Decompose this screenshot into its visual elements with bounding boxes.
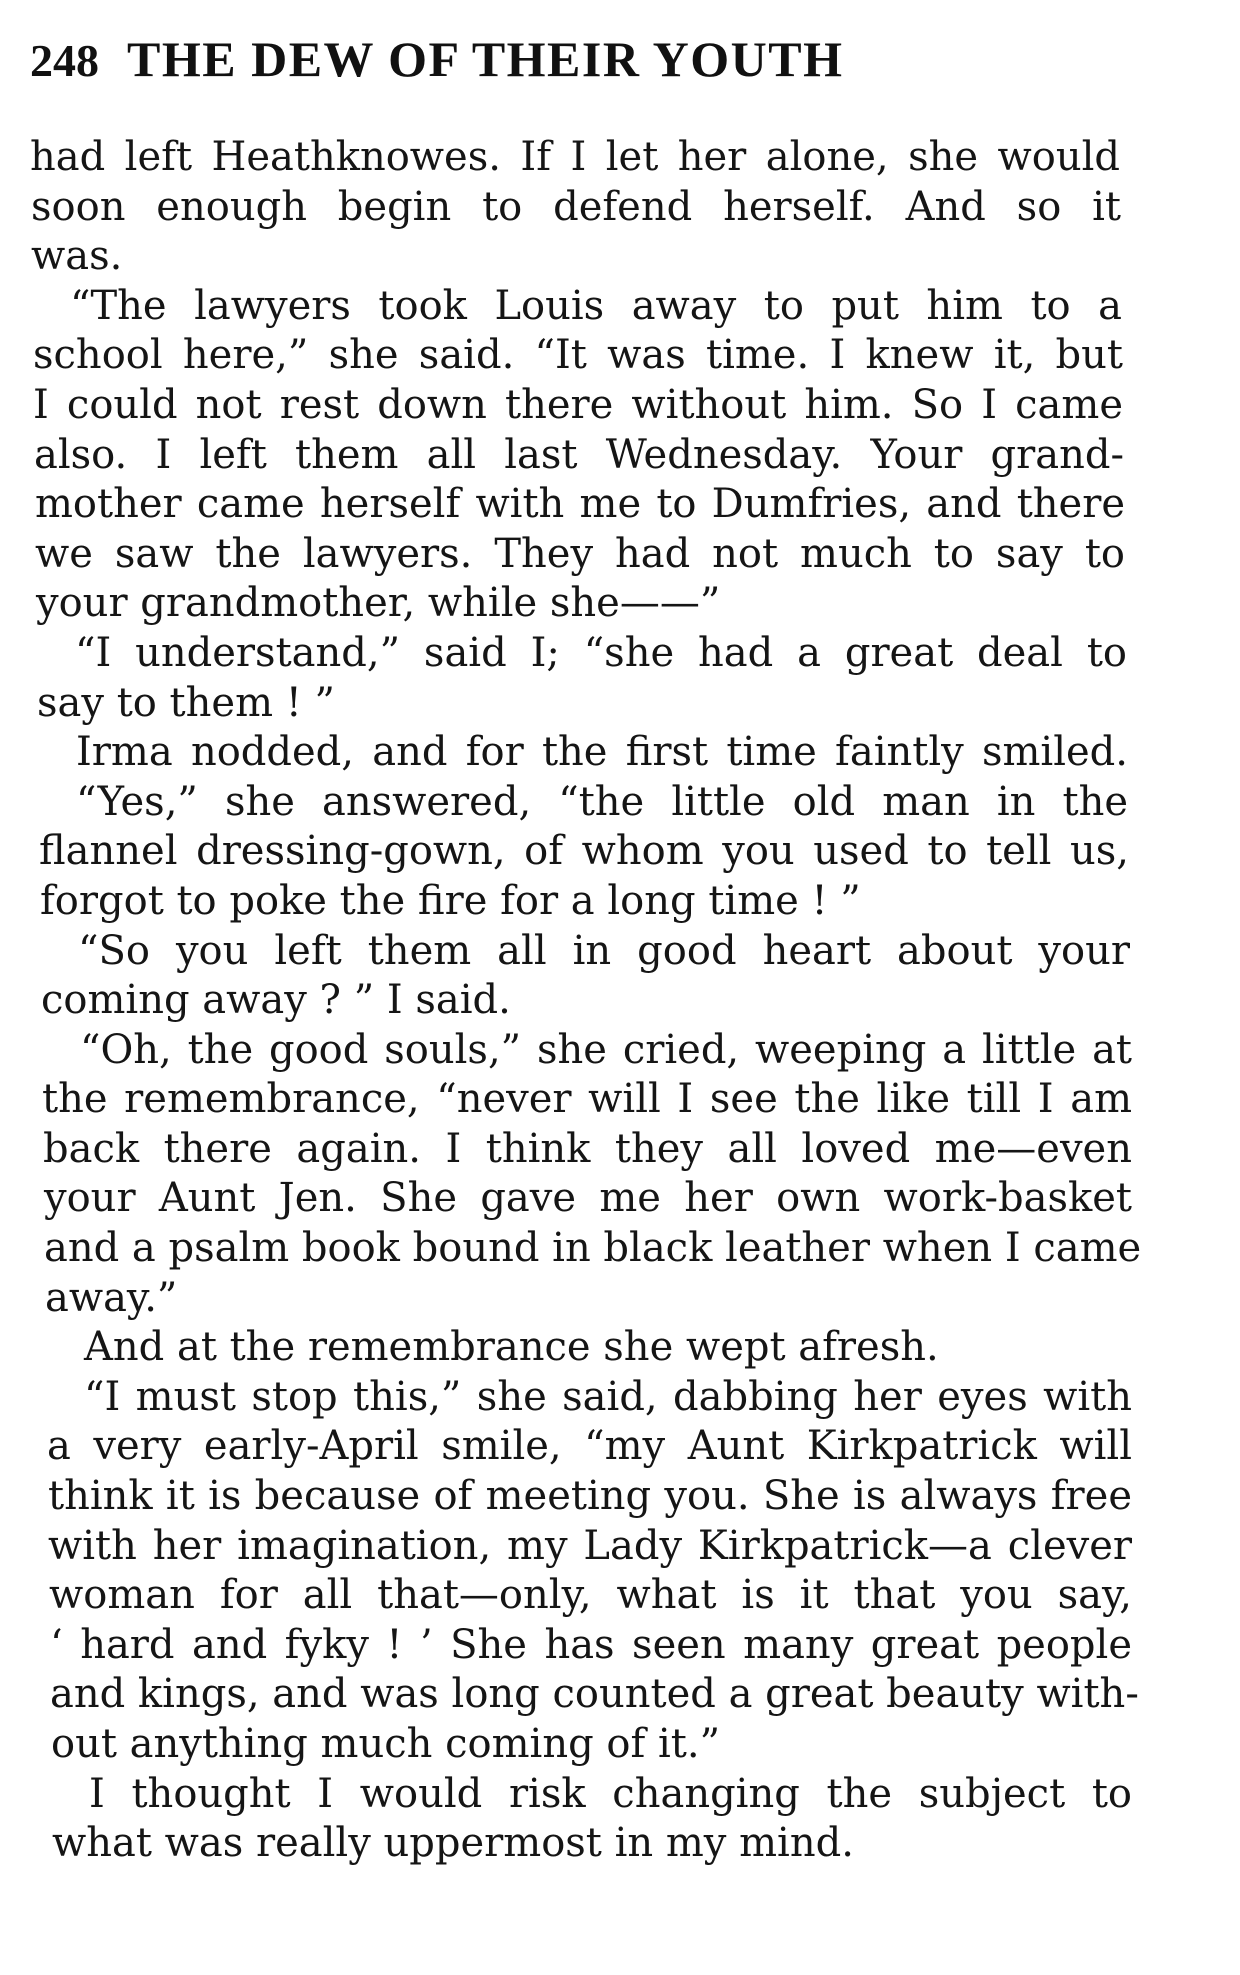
text-line: with her imagination, my Lady Kirkpatrick—a clever [48,1522,1132,1569]
body-text [30,133,1142,1869]
text-line: and kings, and was long counted a great beauty with- [50,1671,1139,1718]
text-line: “I understand,” said I; “she had a great deal to [75,629,1127,676]
text-line: your Aunt Jen. She gave me her own work-basket [44,1175,1132,1222]
text-line: “So you left them all in good heart about your [78,927,1130,974]
running-title: THE DEW OF THEIR YOUTH [127,31,844,87]
text-line: soon enough begin to defend herself. And so it [31,183,1121,230]
text-line: “Yes,” she answered, “the little old man in the [76,778,1128,825]
text-line: think it is because of meeting you. She is always free [48,1473,1132,1520]
text-line: and a psalm book bound in black leather when I came [44,1225,1142,1272]
text-line: school here,” she said. “It was time. I knew it, but [33,332,1123,379]
text-line: we saw the lawyers. They had not much to say to [35,530,1125,577]
text-line: away.” [45,1274,178,1321]
text-line: out anything much coming of it.” [51,1721,721,1767]
text-line: I could not rest down there without him. So I came [33,381,1123,428]
text-line: back there again. I think they all loved me—even [43,1125,1132,1172]
text-line: what was really uppermost in my mind. [52,1820,854,1867]
text-line: woman for all that—only, what is it that you say, [49,1572,1132,1619]
text-line: was. [31,233,123,280]
text-line: “The lawyers took Louis away to put him to a [70,282,1122,329]
text-line: “I must stop this,” she said, dabbing her eyes with [84,1373,1132,1420]
text-line: the remembrance, “never will I see the like till I am [42,1076,1132,1123]
text-line: forgot to poke the fire for a long time ! ” [40,877,861,924]
text-line: your grandmother, while she——” [36,580,721,627]
page-number: 248 [30,35,99,86]
text-line: also. I left them all last Wednesday. Your grand- [34,431,1124,478]
text-line: ‘ hard and fyky ! ’ She has seen many great people [50,1621,1132,1668]
text-line: “Oh, the good souls,” she cried, weeping a little at [80,1026,1132,1073]
text-line: a very early-April smile, “my Aunt Kirkpatrick will [47,1423,1132,1470]
text-line: mother came herself with me to Dumfries, and there [35,481,1125,528]
text-line: say to them ! ” [37,679,335,726]
text-line: had left Heathknowes. If I let her alone, she would [30,134,1120,180]
text-line: And at the remembrance she wept afresh. [84,1324,939,1371]
running-header [30,30,843,90]
text-line: coming away ? ” I said. [41,977,511,1024]
text-line: Irma nodded, and for the first time faintly smiled. [76,729,1128,776]
text-line: I thought I would risk changing the subject to [89,1770,1132,1817]
text-line: flannel dressing-gown, of whom you used to tell us, [39,828,1129,875]
